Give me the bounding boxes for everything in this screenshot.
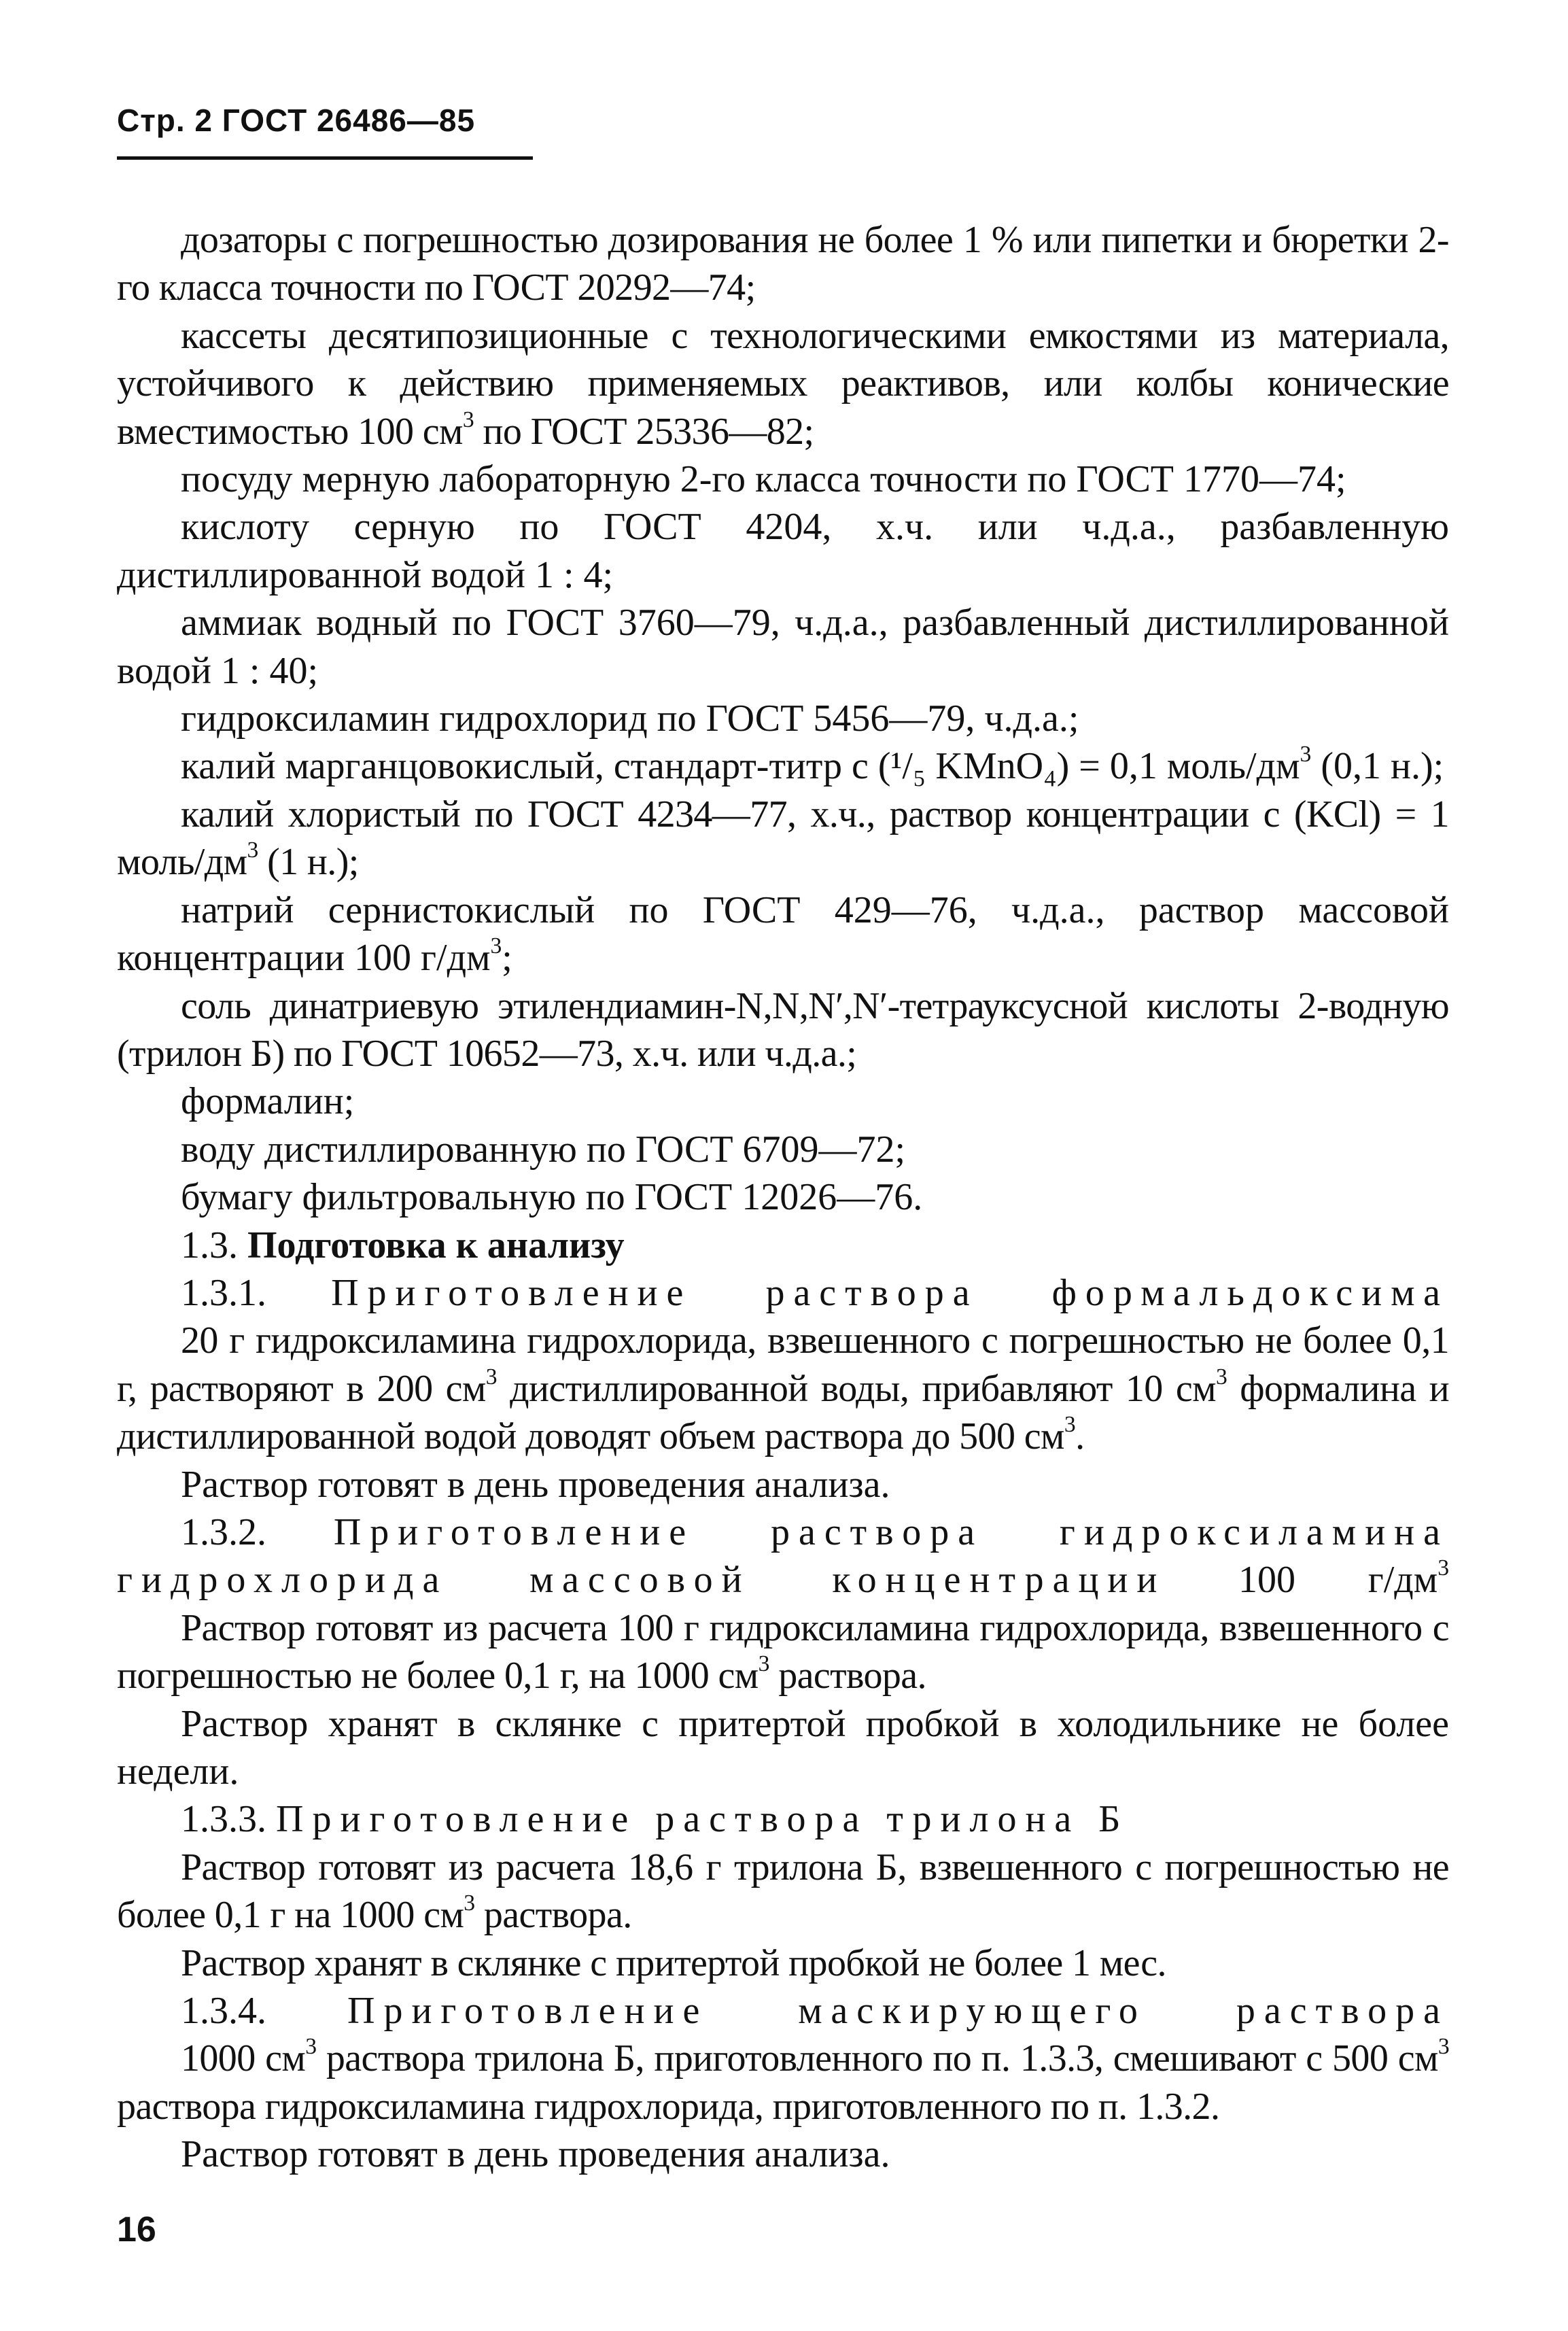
section-heading-1-3: 1.3. Подготовка к анализу: [181, 1224, 625, 1266]
paragraph-hydroxylamine-prep: Раствор готовят из расчета 100 г гидроксиламина гидрохлорида, взвешенного с погрешностью не более 0,1 г, на 1000 $см^3$ раствора.: [117, 1606, 1449, 1697]
paragraph-trilon-salt: соль динатриевую этилендиамин-N,N,N′,N′-тетрауксусной кислоты 2-водную (трилон Б) по ГОСТ 10652—73, х.ч. или ч.д.а.;: [117, 984, 1449, 1075]
subsection-heading-1-3-1: 1.3.1. Приготовление раствора формальдоксима: [181, 1271, 1449, 1314]
paragraph-glassware: посуду мерную лабораторную 2-го класса точности по ГОСТ 1770—74;: [181, 458, 1346, 501]
paragraph-trilon-prep: Раствор готовят из расчета 18,6 г трилона Б, взвешенного с погрешностью не более 0,1 г на 1000 $см^3$ раствора.: [117, 1846, 1449, 1937]
paragraph-hydroxylamine-storage: Раствор хранят в склянке с притертой пробкой в холодильнике не более недели.: [117, 1702, 1449, 1793]
paragraph-cassettes: кассеты десятипозиционные с технологическими емкостями из материала, устойчивого к действию применяемых реактивов, или колбы конические вместимостью 100 $см^3$ по ГОСТ 25336—82;: [117, 314, 1449, 453]
paragraph-trilon-storage: Раствор хранят в склянке с притертой пробкой не более 1 мес.: [181, 1941, 1166, 1984]
paragraph-filter-paper: бумагу фильтровальную по ГОСТ 12026—76.: [181, 1176, 923, 1219]
paragraph-dosing-devices: дозаторы с погрешностью дозирования не более 1 % или пипетки и бюретки 2-го класса точности по ГОСТ 20292—74;: [117, 219, 1449, 309]
paragraph-formalin: формалин;: [181, 1080, 355, 1123]
paragraph-masking-storage: Раствор готовят в день проведения анализа.: [181, 2133, 890, 2176]
page-number: 16: [117, 2210, 156, 2249]
paragraph-ammonia: аммиак водный по ГОСТ 3760—79, ч.д.а., разбавленный дистиллированной водой 1 : 40;: [117, 602, 1449, 692]
subsection-heading-1-3-4: 1.3.4. Приготовление маскирующего раствора: [181, 1990, 1450, 2033]
page-header: Стр. 2 ГОСТ 26486—85: [117, 103, 476, 138]
paragraph-potassium-chloride: калий хлористый по ГОСТ 4234—77, х.ч., раствор концентрации с (KCl) = 1 моль/$дм^3$ (1 н.);: [117, 793, 1449, 884]
subsection-heading-1-3-3: 1.3.3. Приготовление раствора трилона Б: [181, 1798, 1130, 1841]
paragraph-distilled-water: воду дистиллированную по ГОСТ 6709—72;: [181, 1128, 906, 1171]
paragraph-permanganate: калий марганцовокислый, стандарт-титр с (¹/₅ KMnO₄) = 0,1 моль/$дм^3$ (0,1 н.);: [181, 742, 1444, 788]
paragraph-hydroxylamine: гидроксиламин гидрохлорид по ГОСТ 5456—79, ч.д.а.;: [181, 697, 1079, 740]
paragraph-sulfuric-acid: кислоту серную по ГОСТ 4204, х.ч. или ч.д.а., разбавленную дистиллированной водой 1 : 4;: [117, 506, 1449, 596]
document-body: [117, 216, 1449, 2179]
paragraph-masking-prep: 1000 $см^3$ раствора трилона Б, приготовленного по п. 1.3.3, смешивают с 500 $см^3$ раствора гидроксиламина гидрохлорида, приготовленного по п. 1.3.2.: [117, 2034, 1450, 2128]
subsection-heading-1-3-2: 1.3.2. Приготовление раствора гидроксиламина гидрохлорида массовой концентрации 100 $г/дм^3$: [117, 1510, 1449, 1602]
paragraph-formaldoxime-prep: 20 г гидроксиламина гидрохлорида, взвешенного с погрешностью не более 0,1 г, растворяют в 200 $см^3$ дистиллированной воды, прибавляют 10 $см^3$ формалина и дистиллированной водой доводят объем раствора до 500 $см^3$.: [117, 1319, 1449, 1458]
paragraph-sodium-sulfite: натрий сернистокислый по ГОСТ 429—76, ч.д.а., раствор массовой концентрации 100 $г/дм^3$;: [117, 888, 1449, 980]
paragraph-formaldoxime-storage: Раствор готовят в день проведения анализа.: [181, 1463, 890, 1506]
header-rule: [117, 156, 533, 160]
